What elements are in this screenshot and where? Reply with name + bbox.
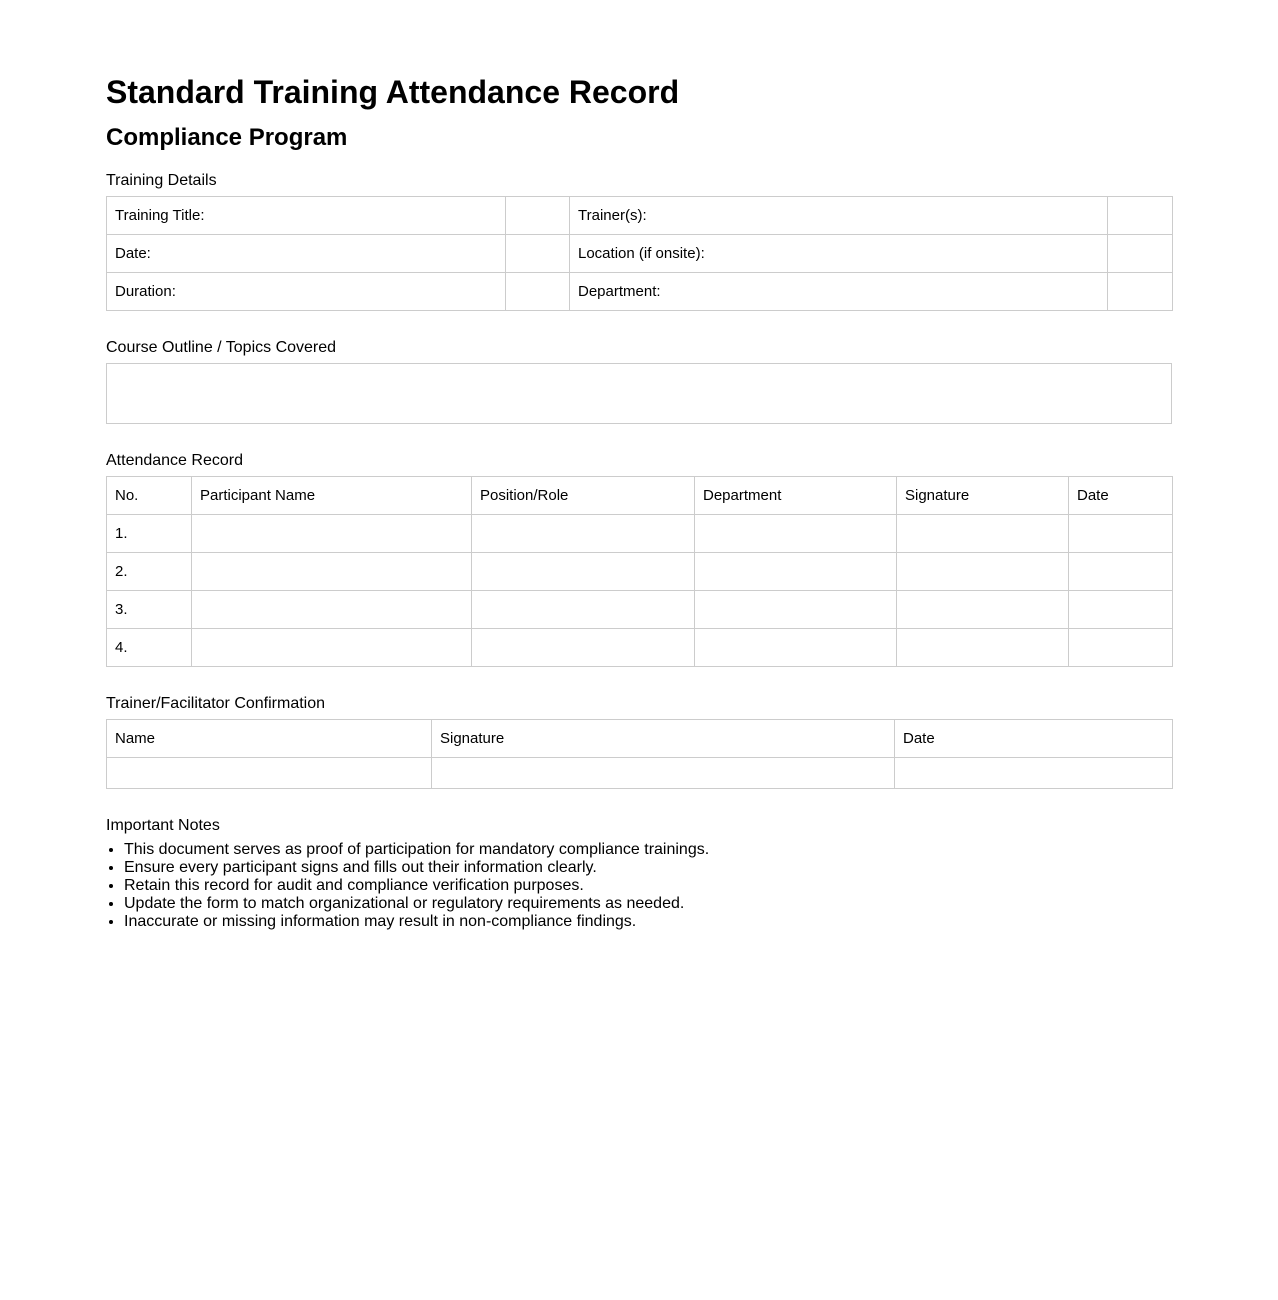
location-label: Location (if onsite): (570, 235, 1108, 273)
row-number: 4. (107, 629, 192, 667)
date-label: Date: (107, 235, 506, 273)
row-number: 1. (107, 515, 192, 553)
confirmation-heading: Trainer/Facilitator Confirmation (106, 695, 326, 712)
trainers-field[interactable] (1108, 197, 1173, 235)
col-header-department: Department (695, 477, 897, 515)
trainer-date-cell[interactable] (895, 758, 1173, 789)
trainer-name-cell[interactable] (107, 758, 432, 789)
position-role-cell[interactable] (472, 553, 695, 591)
col-header-signature: Signature (432, 720, 895, 758)
date-cell[interactable] (1069, 515, 1173, 553)
attendance-header-row (107, 477, 1173, 515)
row-number: 2. (107, 553, 192, 591)
date-field[interactable] (506, 235, 570, 273)
date-cell[interactable] (1069, 591, 1173, 629)
table-row (107, 553, 1173, 591)
date-cell[interactable] (1069, 629, 1173, 667)
participant-name-cell[interactable] (192, 629, 472, 667)
training-details-table (106, 196, 1173, 311)
department-label: Department: (570, 273, 1108, 311)
department-cell[interactable] (695, 591, 897, 629)
position-role-cell[interactable] (472, 515, 695, 553)
signature-cell[interactable] (897, 591, 1069, 629)
col-header-date: Date (1069, 477, 1173, 515)
document-subtitle: Compliance Program (106, 124, 348, 151)
col-header-signature: Signature (897, 477, 1069, 515)
row-number: 3. (107, 591, 192, 629)
col-header-date: Date (895, 720, 1173, 758)
duration-label: Duration: (107, 273, 506, 311)
training-details-heading: Training Details (106, 172, 217, 189)
training-title-field[interactable] (506, 197, 570, 235)
col-header-name: Name (107, 720, 432, 758)
document-title: Standard Training Attendance Record (106, 74, 680, 110)
participant-name-cell[interactable] (192, 553, 472, 591)
department-cell[interactable] (695, 553, 897, 591)
trainer-signature-cell[interactable] (432, 758, 895, 789)
notes-list (106, 841, 1172, 931)
participant-name-cell[interactable] (192, 515, 472, 553)
trainers-label: Trainer(s): (570, 197, 1108, 235)
duration-field[interactable] (506, 273, 570, 311)
col-header-participant-name: Participant Name (192, 477, 472, 515)
table-row (107, 758, 1173, 789)
confirmation-header-row (107, 720, 1173, 758)
list-item: • Ensure every participant signs and fills out their information clearly. (124, 859, 1172, 877)
signature-cell[interactable] (897, 553, 1069, 591)
col-header-position-role: Position/Role (472, 477, 695, 515)
table-row (107, 629, 1173, 667)
training-title-label: Training Title: (107, 197, 506, 235)
training-details-row (107, 197, 1173, 235)
participant-name-cell[interactable] (192, 591, 472, 629)
table-row (107, 591, 1173, 629)
course-outline-box[interactable] (106, 363, 1172, 424)
date-cell[interactable] (1069, 553, 1173, 591)
notes-heading: Important Notes (106, 817, 220, 834)
location-field[interactable] (1108, 235, 1173, 273)
position-role-cell[interactable] (472, 629, 695, 667)
training-details-row (107, 235, 1173, 273)
department-field[interactable] (1108, 273, 1173, 311)
attendance-heading: Attendance Record (106, 452, 243, 469)
training-details-row (107, 273, 1173, 311)
col-header-no: No. (107, 477, 192, 515)
position-role-cell[interactable] (472, 591, 695, 629)
table-row (107, 515, 1173, 553)
attendance-table (106, 476, 1173, 667)
department-cell[interactable] (695, 629, 897, 667)
confirmation-table (106, 719, 1173, 789)
department-cell[interactable] (695, 515, 897, 553)
signature-cell[interactable] (897, 629, 1069, 667)
list-item: • Update the form to match organizational or regulatory requirements as needed. (124, 895, 1172, 913)
course-outline-heading: Course Outline / Topics Covered (106, 339, 337, 356)
list-item: • Inaccurate or missing information may result in non-compliance findings. (124, 913, 1172, 931)
list-item: • Retain this record for audit and compliance verification purposes. (124, 877, 1172, 895)
list-item: • This document serves as proof of participation for mandatory compliance trainings. (124, 841, 1172, 859)
signature-cell[interactable] (897, 515, 1069, 553)
